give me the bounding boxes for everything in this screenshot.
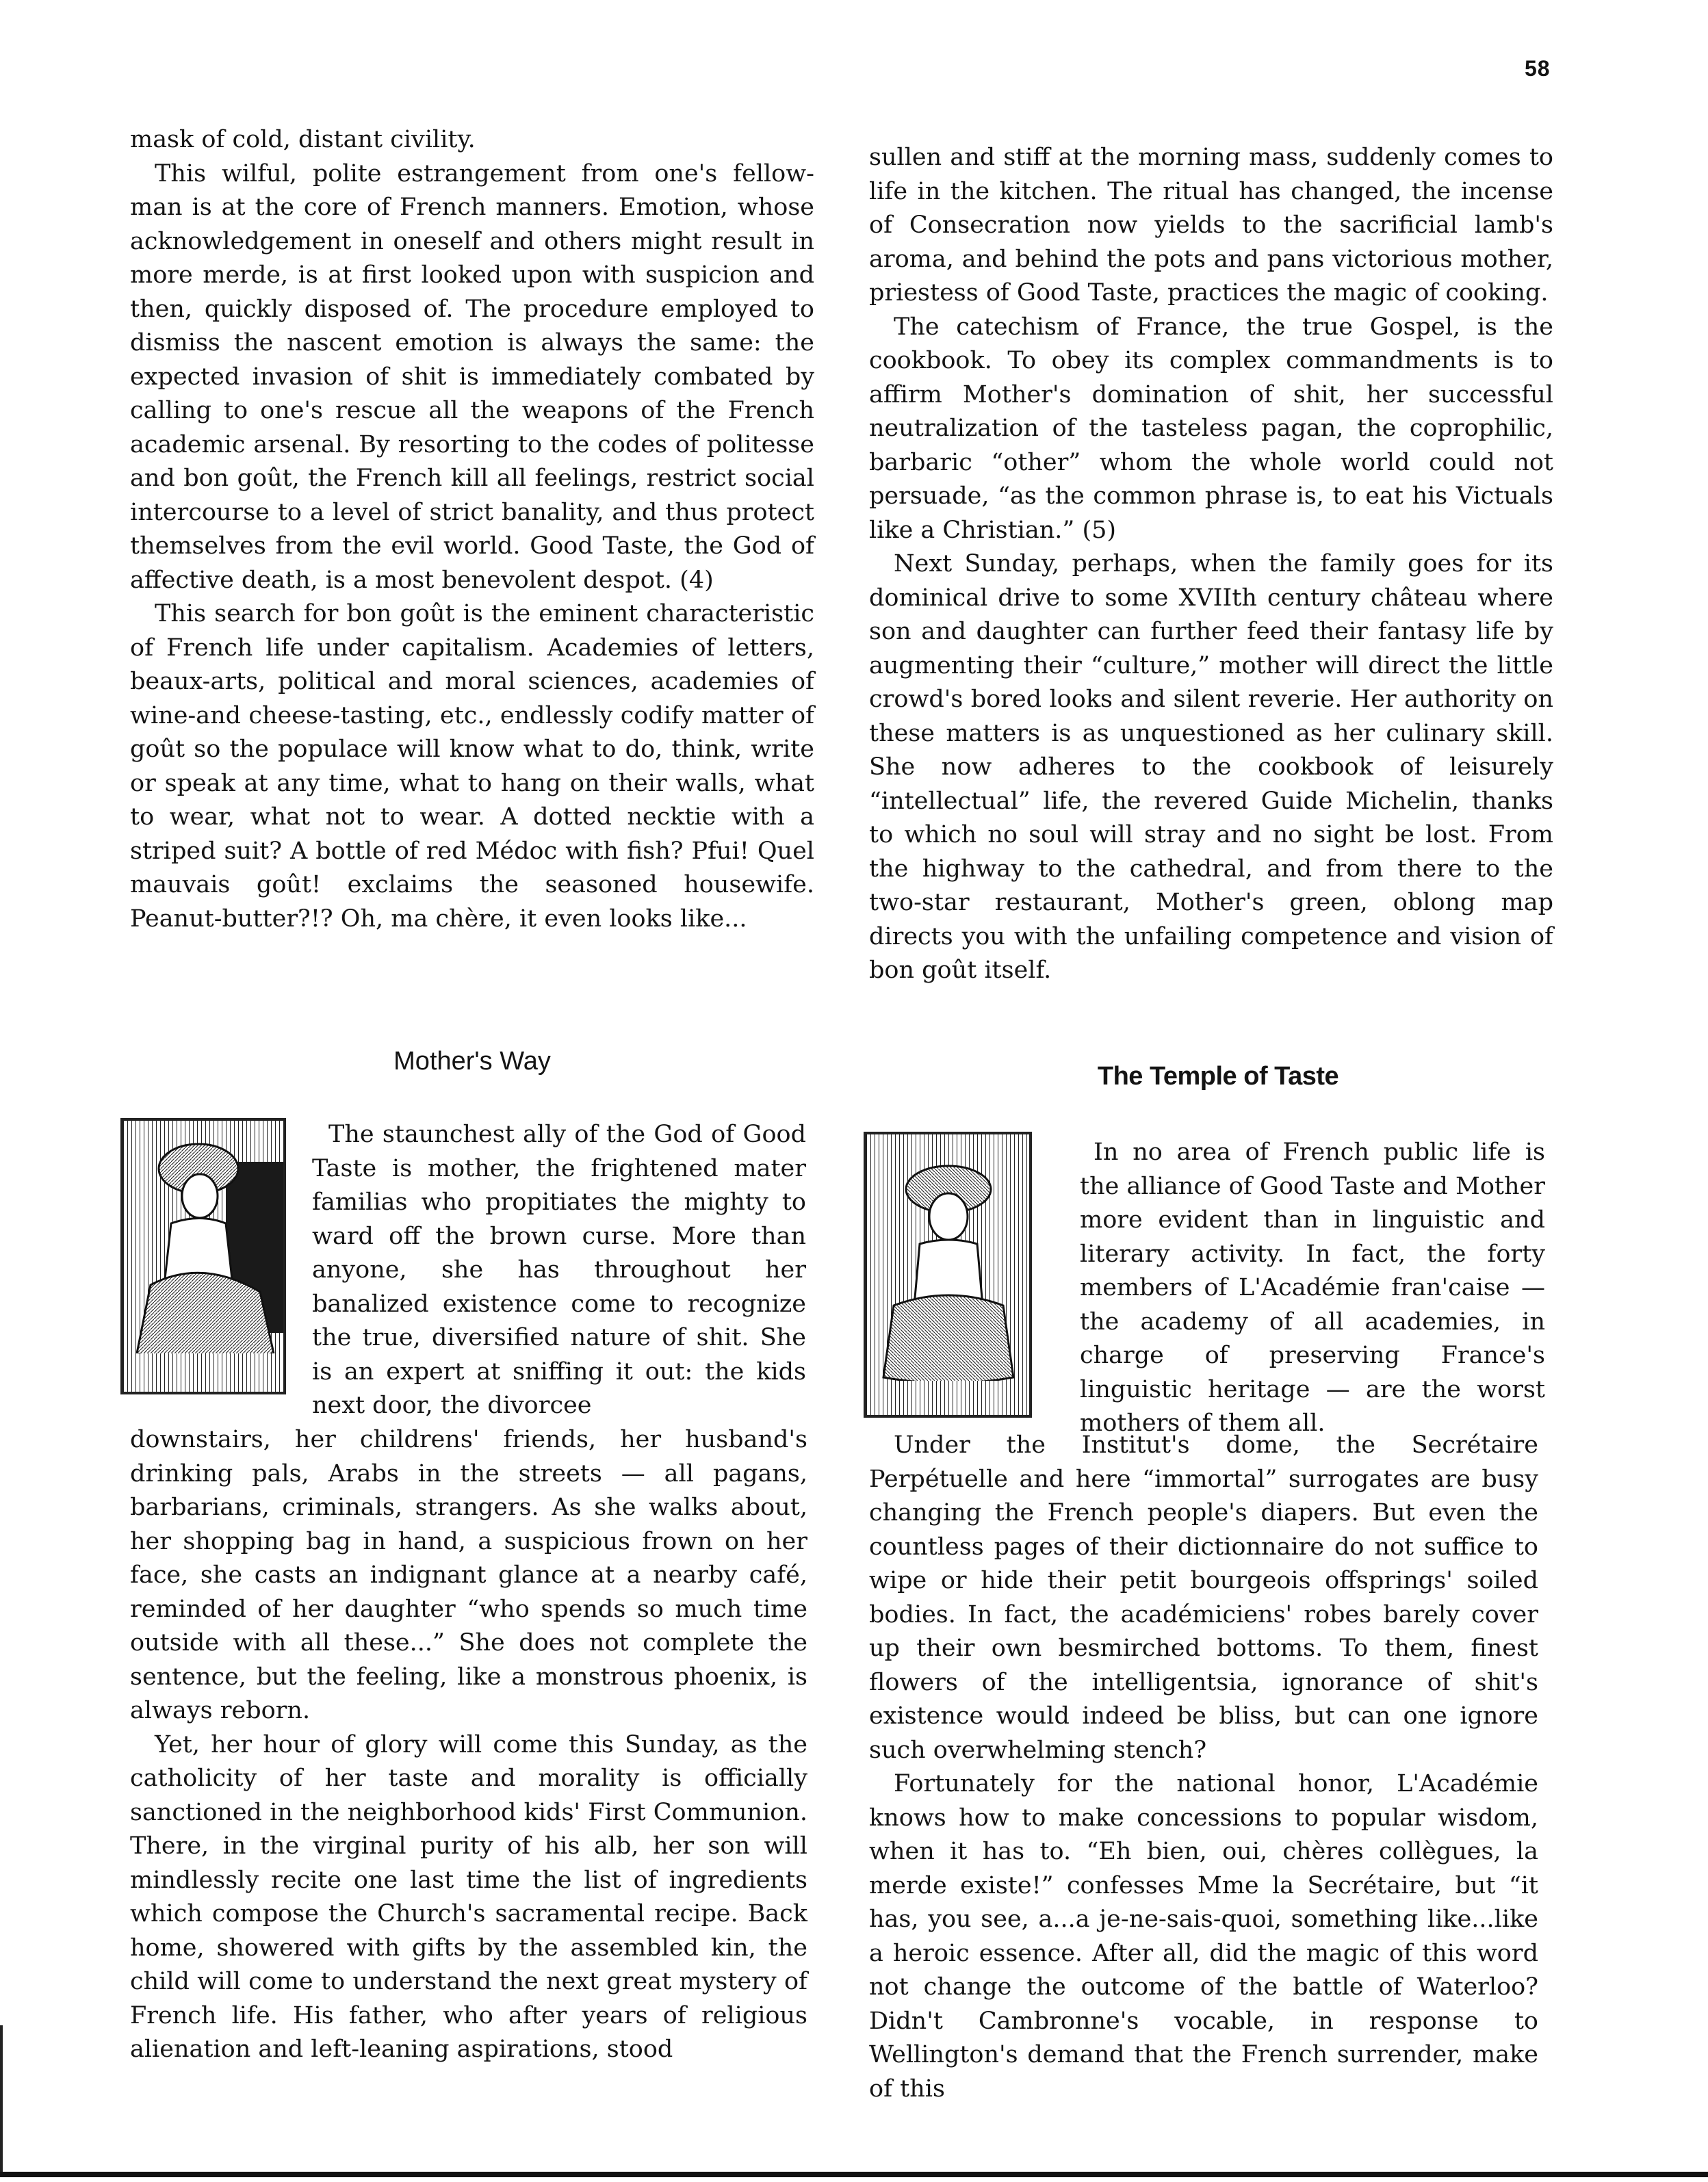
scan-edge-rule bbox=[0, 2025, 3, 2172]
paragraph: mask of cold, distant civility. bbox=[130, 126, 476, 153]
paragraph: sullen and stiff at the morning mass, suddenly comes to life in the kitchen. The ritual has changed, the incense of Consecration now yields to the sacrificial lamb's aroma, and behind the pots and pans victorious mother, priestess of Good Taste, practices the magic of cooking. bbox=[869, 144, 1553, 307]
paragraph: The catechism of France, the true Gospel, is the cookbook. To obey its complex commandments is to affirm Mother's domination of shit, her successful neutralization of the tasteless pagan, the coprophilic, barbaric “other” whom the whole world could not persuade, “as the common phrase is, to eat his Victuals like a Christian.” (5) bbox=[869, 313, 1553, 544]
woodcut-illustration-seated-woman bbox=[120, 1118, 286, 1394]
paragraph: This wilful, polite estrangement from one's fellow-man is at the core of French manners. Emotion, whose acknowledgement in oneself and others might result in more merde, is at first looked upon with suspicion and then, quickly disposed of. The procedure employed to dismiss the nascent emotion is always the same: the expected invasion of shit is immediately combated by calling to one's rescue all the weapons of the French academic arsenal. By resorting to the codes of politesse and bon goût, the French kill all feelings, restrict social intercourse to a level of strict banality, and thus protect themselves from the evil world. Good Taste, the God of affective death, is a most benevolent despot. (4) bbox=[130, 159, 814, 594]
paragraph: In no area of French public life is the alliance of Good Taste and Mother more evident than in linguistic and literary activity. In fact, the forty members of L'Académie fran'caise — the academy of all academies, in charge of preserving France's linguistic heritage — are the worst mothers of them all. bbox=[1080, 1139, 1545, 1437]
seated-woman-drawing bbox=[123, 1121, 283, 1392]
page-number: 58 bbox=[1525, 56, 1551, 81]
section-heading-mothers-way: Mother's Way bbox=[393, 1047, 551, 1076]
right-wrap-text bbox=[1080, 1136, 1545, 1441]
paragraph: Fortunately for the national honor, L'Académie knows how to make concessions to popular wisdom, when it has to. “Eh bien, oui, chères collègues, la merde existe!” confesses Mme la Secrétaire, but “it has, you see, a...a je-ne-sais-quoi, something like...like a heroic essence. After all, did the magic of this word not change the outcome of the battle of Waterloo? Didn't Cambronne's vocable, in response to Wellington's demand that the French surrender, make of this bbox=[869, 1770, 1538, 2103]
paragraph: This search for bon goût is the eminent characteristic of French life under capitalism. Academies of letters, beaux-arts, political and moral sciences, academies of wine-and cheese-tasting, etc., endlessly codify matter of goût so the populace will know what to do, think, write or speak at any time, what to hang on their walls, what to wear, what not to wear. A dotted necktie with a striped suit? A bottle of red Médoc with fish? Pfui! Quel mauvais goût! exclaims the seasoned housewife. Peanut-butter?!? Oh, ma chère, it even looks like... bbox=[130, 600, 814, 933]
bottom-page-rule bbox=[0, 2172, 1708, 2177]
paragraph: downstairs, her childrens' friends, her husband's drinking pals, Arabs in the streets — all pagans, barbarians, criminals, strangers. As she walks about, her shopping bag in hand, a suspicious frown on her face, she casts an indignant glance at a nearby café, reminded of her daughter “who spends so much time outside with all these...” She does not complete the sentence, but the feeling, like a monstrous phoenix, is always reborn. bbox=[130, 1426, 807, 1724]
paragraph: The staunchest ally of the God of Good Taste is mother, the frightened mater familias who propitiates the mighty to ward off the brown curse. More than anyone, she has throughout her banalized existence come to recognize the true, diversified nature of shit. She is an expert at sniffing it out: the kids next door, the divorcee bbox=[312, 1121, 806, 1419]
left-column-bottom bbox=[130, 1423, 807, 2067]
left-wrap-text bbox=[312, 1118, 806, 1423]
section-heading-temple-of-taste: The Temple of Taste bbox=[1097, 1062, 1339, 1091]
paragraph: Under the Institut's dome, the Secrétaire Perpétuelle and here “immortal” surrogates are busy changing the French people's diapers. But even the countless pages of their dictionnaire do not suffice to wipe or hide their petit bourgeois offsprings' soiled bodies. In fact, the académiciens' robes barely cover up their own besmirched bottoms. To them, finest flowers of the intelligentsia, ignorance of shit's existence would indeed be bliss, but can one ignore such overwhelming stench? bbox=[869, 1431, 1538, 1764]
right-column-bottom bbox=[869, 1429, 1538, 2106]
paragraph: Next Sunday, perhaps, when the family goes for its dominical drive to some XVIIth century château where son and daughter can further feed their fantasy life by augmenting their “culture,” mother will direct the little crowd's bored looks and silent reverie. Her authority on these matters is as unquestioned as her culinary skill. She now adheres to the cookbook of leisurely “intellectual” life, the revered Guide Michelin, thanks to which no soul will stray and no sight be lost. From the highway to the cathedral, and from there to the two-star restaurant, Mother's green, oblong map directs you with the unfailing competence and vision of bon goût itself. bbox=[869, 550, 1553, 984]
right-column-top bbox=[869, 141, 1553, 988]
seated-girl-drawing bbox=[866, 1134, 1029, 1415]
paragraph: Yet, her hour of glory will come this Sunday, as the catholicity of her taste and morality is officially sanctioned in the neighborhood kids' First Communion. There, in the virginal purity of his alb, her son will mindlessly recite one last time the list of ingredients which compose the Church's sacramental recipe. Back home, showered with gifts by the assembled kin, the child will come to understand the next great mystery of French life. His father, who after years of religious alienation and left-leaning aspirations, stood bbox=[130, 1730, 807, 2063]
woodcut-illustration-seated-girl bbox=[864, 1132, 1032, 1418]
left-column-top bbox=[130, 123, 814, 936]
